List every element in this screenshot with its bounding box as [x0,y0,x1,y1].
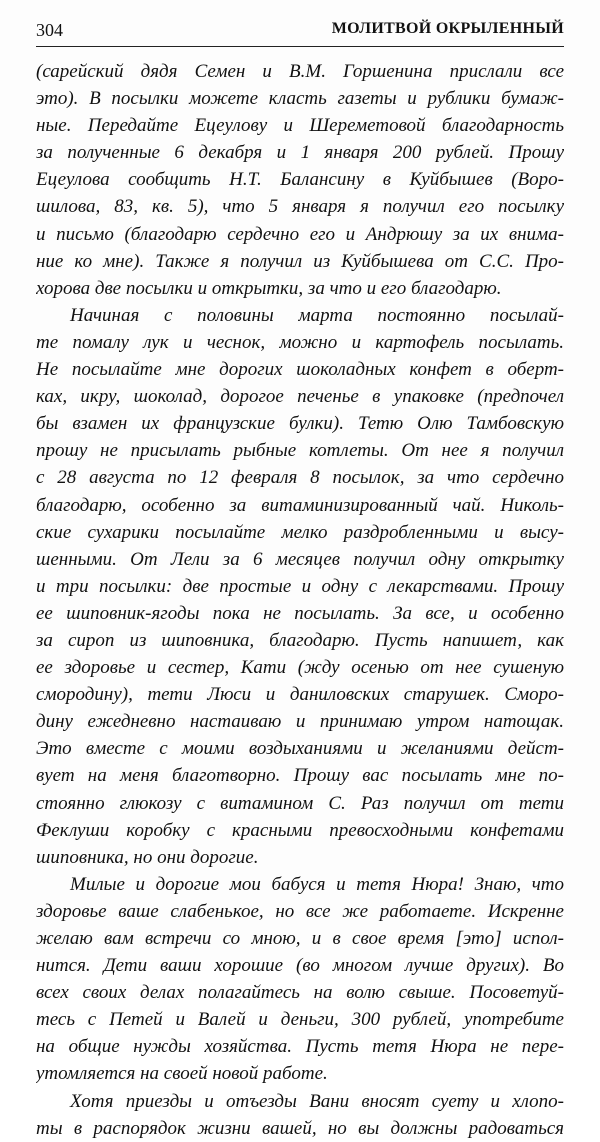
text-line: прошу не присылать рыбные котлеты. От нее я получил [36,440,564,462]
text-line: утомляется на своей новой работе. [36,1063,328,1085]
text-line: тесь с Петей и Валей и деньги, 300 рублей, употребите [36,1009,564,1031]
paragraph-first-line: Начиная с половины марта постоянно посылай- [70,304,564,326]
text-line: здоровье ваше слабенькое, но все же работаете. Искренне [36,900,564,922]
text-line: шенными. От Лели за 6 месяцев получил одну открытку [36,548,564,570]
body-text [36,58,564,1142]
text-line: и письмо (благодарю сердечно его и Андрюшу за их внима- [36,223,564,245]
text-line: нится. Дети ваши хорошие (во многом лучше других). Во [36,955,564,977]
text-line: смородину), тети Люси и даниловских старушек. Сморо- [36,684,564,706]
text-line: за сироп из шиповника, благодарю. Пусть напишет, как [36,629,564,651]
text-line: это). В посылки можете класть газеты и рублики бумаж- [36,88,564,110]
text-line: с 28 августа по 12 февраля 8 посылок, за что сердечно [36,467,564,489]
paragraph-first-line: Хотя приезды и отъезды Вани вносят суету и хлопо- [70,1090,564,1112]
text-line: Это вместе с моими воздыханиями и желаниями дейст- [36,738,564,760]
text-line: ние ко мне). Также я получил из Куйбышева от С.С. Про- [36,250,564,272]
text-line: стоянно глюкозу с витамином С. Раз получил от тети [36,792,564,814]
header-rule [36,46,564,47]
text-line: Ецеулова сообщить Н.Т. Балансину в Куйбышев (Воро- [36,169,564,191]
text-line: Не посылайте мне дорогих шоколадных конфет в оберт- [36,359,564,381]
text-line: вует на меня благотворно. Прошу вас посылать мне по- [36,765,564,787]
text-line: ее здоровье и сестер, Кати (жду осенью от нее сушеную [36,657,564,679]
text-line: (сарейский дядя Семен и В.М. Горшенина прислали все [36,61,564,82]
text-line: за полученные 6 декабря и 1 января 200 рублей. Прошу [36,142,564,164]
text-line: те помалу лук и чеснок, можно и картофель посылать. [36,331,564,353]
text-line: ные. Передайте Ецеулову и Шереметовой благодарность [36,115,564,137]
text-line: благодарю, особенно за витаминизированный чай. Николь- [36,494,564,516]
running-head: МОЛИТВОЙ ОКРЫЛЕННЫЙ [331,20,564,37]
text-line: ские сухарики посылайте мелко раздробленными и высу- [36,521,564,543]
text-line: шилова, 83, кв. 5), что 5 января я получил его посылку [36,196,564,218]
text-line: бы взамен их французские булки). Тетю Олю Тамбовскую [36,413,564,435]
page-number: 304 [36,20,63,40]
text-line: ках, икру, шоколад, дорогое печенье в упаковке (предпочел [36,386,564,408]
page-header [36,18,564,42]
text-line: хорова две посылки и открытки, за что и его благодарю. [36,277,502,299]
text-line: ее шиповник-ягоды пока не посылать. За все, и особенно [36,602,564,624]
paragraph-first-line: Милые и дорогие мои бабуся и тетя Нюра! Знаю, что [70,873,564,895]
text-line: и три посылки: две простые и одну с лекарствами. Прошу [36,575,564,597]
text-line: желаю вам встречи со мною, и в свое время [это] испол- [36,928,564,949]
text-line: дину ежедневно настаиваю и принимаю утром натощак. [36,711,564,733]
text-line: шиповника, но они дорогие. [36,846,259,868]
text-line: Феклуши коробку с красными превосходными конфетами [36,819,564,841]
text-line: ты в распорядок жизни вашей, но вы должны радоваться [36,1117,564,1139]
text-line: на общие нужды хозяйства. Пусть тетя Нюра не пере- [36,1036,564,1058]
text-line: всех своих делах полагайтесь на волю свыше. Посоветуй- [36,982,564,1004]
